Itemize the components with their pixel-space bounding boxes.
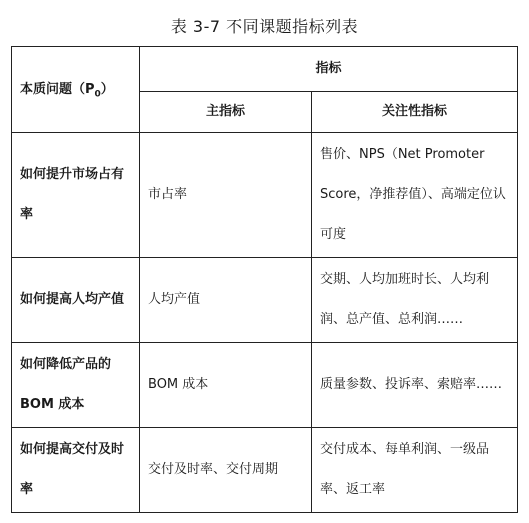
- row-problem-cell: 如何提高交付及时率: [12, 428, 140, 513]
- header-problem-subscript: 0: [94, 89, 101, 100]
- row-problem-cell: 如何降低产品的BOM 成本: [12, 343, 140, 428]
- header-related-indicator: 关注性指标: [312, 92, 518, 133]
- row-related-indicator-cell: 交期、人均加班时长、人均利润、总产值、总利润……: [312, 258, 518, 343]
- row-main-indicator-cell: 人均产值: [140, 258, 312, 343]
- table-row: [12, 343, 518, 428]
- table-row: [12, 428, 518, 513]
- row-main-indicator-cell: BOM 成本: [140, 343, 312, 428]
- row-problem-cell: 如何提高人均产值: [12, 258, 140, 343]
- header-problem-cell: [12, 47, 140, 133]
- row-related-indicator-cell: 交付成本、每单利润、一级品率、返工率: [312, 428, 518, 513]
- table-row: [12, 258, 518, 343]
- row-related-indicator-cell: 售价、NPS（Net Promoter Score，净推荐值）、高端定位认可度: [312, 133, 518, 258]
- header-indicator-group: 指标: [140, 47, 518, 92]
- row-related-indicator-cell: 质量参数、投诉率、索赔率……: [312, 343, 518, 428]
- row-main-indicator-cell: 交付及时率、交付周期: [140, 428, 312, 513]
- header-problem-close: ）: [100, 81, 114, 97]
- header-main-indicator: 主指标: [140, 92, 312, 133]
- table-caption: 表 3-7 不同课题指标列表: [170, 17, 359, 36]
- indicator-table: [11, 46, 518, 513]
- table-row: [12, 133, 518, 258]
- header-problem-text: 本质问题（P: [20, 81, 95, 97]
- header-row-1: [12, 47, 518, 92]
- row-problem-cell: 如何提升市场占有率: [12, 133, 140, 258]
- row-main-indicator-cell: 市占率: [140, 133, 312, 258]
